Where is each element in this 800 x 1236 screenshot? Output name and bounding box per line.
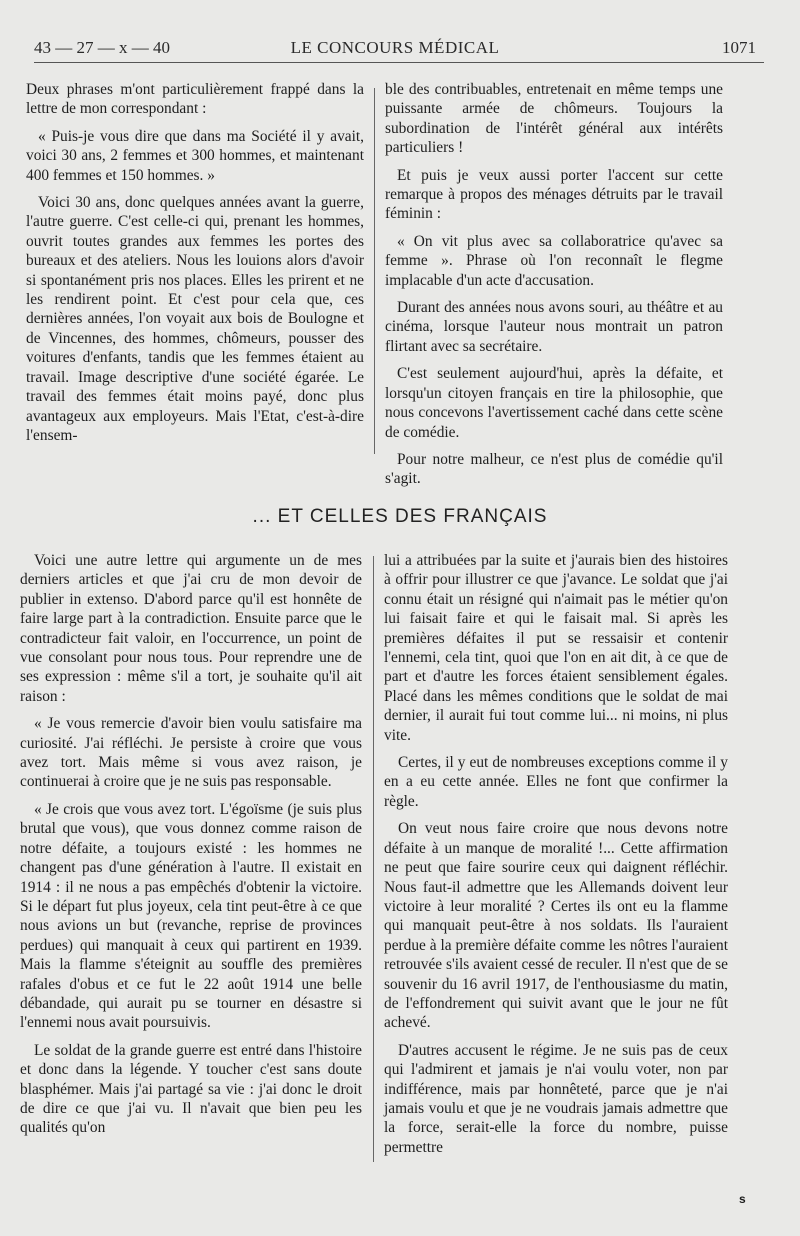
paragraph: ble des contribuables, entretenait en même temps une puissante armée de chômeurs. Toujours la subordination de l'intérêt général aux intérêts particuliers !: [385, 81, 723, 157]
paragraph: D'autres accusent le régime. Je ne suis pas de ceux qui l'admirent et jamais je n'ai voulu voter, non par indifférence, mais par honnêteté, parce que je n'ai jamais voulu et que je ne voudrais jamais admettre que la force, serait-elle la force du nombre, puisse permettre: [384, 1041, 728, 1156]
paragraph: Certes, il y eut de nombreuses exceptions comme il y en a eu cette année. Elles ne font que confirmer la règle.: [384, 754, 728, 810]
header-journal-title: LE CONCOURS MÉDICAL: [290, 38, 500, 57]
paragraph: « Je crois que vous avez tort. L'égoïsme (je suis plus brutal que vous), que vous donnez comme raison de notre défaite, a toujours existé : les hommes ne changent pas d'une génération à l'autre. Il existait en 1914 : il ne nous a pas empêchés d'obtenir la victoire. Si le départ fut plus joyeux, cela tint peut-être à ce que nous avions un but (revanche, reprise de provinces perdues) qui manquait à ceux qui partirent en 1939. Mais la flamme s'éteignit au souffle des premières rafales d'obus et ce fut le 22 août 1914 une belle débandade, qui aurait pu se tourner en désastre si l'ennemi nous avait poursuivis.: [20, 800, 362, 1032]
top-right-column: [385, 80, 723, 497]
top-left-column: [26, 80, 364, 453]
paragraph: « On vit plus avec sa collaboratrice qu'avec sa femme ». Phrase où l'on reconnaît le flegme implacable d'un acte d'accusation.: [385, 232, 723, 289]
paragraph: Voici 30 ans, donc quelques années avant la guerre, l'autre guerre. C'est celle-ci qui, prenant les hommes, ouvrit toutes grandes aux femmes les portes des bureaux et des ateliers. Nous les louions alors d'avoir si spontanément pris nos places. Elles les prirent et ne les rendirent point. Et c'est pour cela que, ces dernières années, l'on voyait aux bois de Boulogne et de Vincennes, des hommes, chômeurs, pousser des voitures d'enfants, tandis que les femmes étaient au travail. Image descriptive d'une société égarée. Le travail des femmes était moins payé, donc plus avantageux aux employeurs. Mais l'Etat, c'est-à-dire l'ensem-: [26, 194, 364, 444]
bottom-left-column: [20, 551, 362, 1146]
paragraph: C'est seulement aujourd'hui, après la défaite, et lorsqu'un citoyen français en tire la philosophie, que nous concevons l'avertissement caché dans cette scène de comédie.: [385, 365, 723, 441]
paragraph: Voici une autre lettre qui argumente un de mes derniers articles et que j'ai cru de mon devoir de publier in extenso. D'abord parce qu'il est honnête de faire large part à la contradiction. Ensuite parce que le contradicteur fait valoir, en l'occurrence, un point de vue consolant pour nous tous. Pour reprendre une de ses expression : même s'il a tort, je souhaite qu'il ait raison :: [20, 552, 362, 705]
header-date: 43 — 27 — x — 40: [34, 38, 170, 57]
paragraph: Et puis je veux aussi porter l'accent sur cette remarque à propos des ménages détruits par le travail féminin :: [385, 166, 723, 223]
header-rule: [34, 62, 764, 63]
paragraph: Deux phrases m'ont particulièrement frappé dans la lettre de mon correspondant :: [26, 81, 364, 118]
column-divider-bottom: [373, 556, 374, 1162]
paragraph: Durant des années nous avons souri, au théâtre et au cinéma, lorsque l'auteur nous montrait un patron flirtant avec sa secrétaire.: [385, 299, 723, 355]
bottom-right-column: [384, 551, 728, 1165]
column-divider-top: [374, 88, 375, 454]
header-page-number: 1071: [722, 38, 756, 57]
running-header: [34, 38, 756, 60]
paragraph: « Puis-je vous dire que dans ma Société il y avait, voici 30 ans, 2 femmes et 300 hommes, et maintenant 400 femmes et 150 hommes. »: [26, 127, 364, 184]
footer-mark: s: [739, 1192, 746, 1206]
section-title: ... ET CELLES DES FRANÇAIS: [252, 506, 548, 527]
paragraph: « Je vous remercie d'avoir bien voulu satisfaire ma curiosité. J'ai réfléchi. Je persiste à croire que vous avez tort. Mais même si vous avez raison, je continuerai à croire que je ne suis pas responsable.: [20, 715, 362, 791]
paragraph: Pour notre malheur, ce n'est plus de comédie qu'il s'agit.: [385, 450, 723, 488]
paragraph: Le soldat de la grande guerre est entré dans l'histoire et donc dans la légende. Y toucher c'est sans doute blasphémer. Mais j'ai partagé sa vie : j'ai donc le droit de dire ce que j'ai vu. Il n'avait que bien peu les qualités qu'on: [20, 1041, 362, 1137]
paragraph: lui a attribuées par la suite et j'aurais bien des histoires à offrir pour illustrer ce que j'avance. Le soldat que j'ai connu était un résigné qui n'aimait pas le métier qu'on lui faisait faire et qui le faisait mal. Si après les premières défaites il put se ressaisir et contenir l'ennemi, cela tint, quoi que l'on en ait dit, à ce que de part et d'autre les forces étaient sensiblement égales. Placé dans les mêmes conditions que le soldat de mai dernier, il aurait fui tout comme lui... ni moins, ni plus vite.: [384, 552, 728, 744]
paragraph: On veut nous faire croire que nous devons notre défaite à un manque de moralité !... Cette affirmation ne peut que faire sourire ceux qui daignent réfléchir. Nous faut-il admettre que les Allemands doivent leur victoire à leur moralité ? Certes ils ont eu la flamme qui manquait peut-être à nos soldats. Ils l'auraient perdue à la première défaite comme les nôtres l'auraient retrouvée s'ils avaient cessé de reculer. Il n'est que de se souvenir du 16 avril 1917, de l'enthousiasme du matin, de l'effondrement qui suivit avant que le jour ne fût achevé.: [384, 820, 728, 1032]
